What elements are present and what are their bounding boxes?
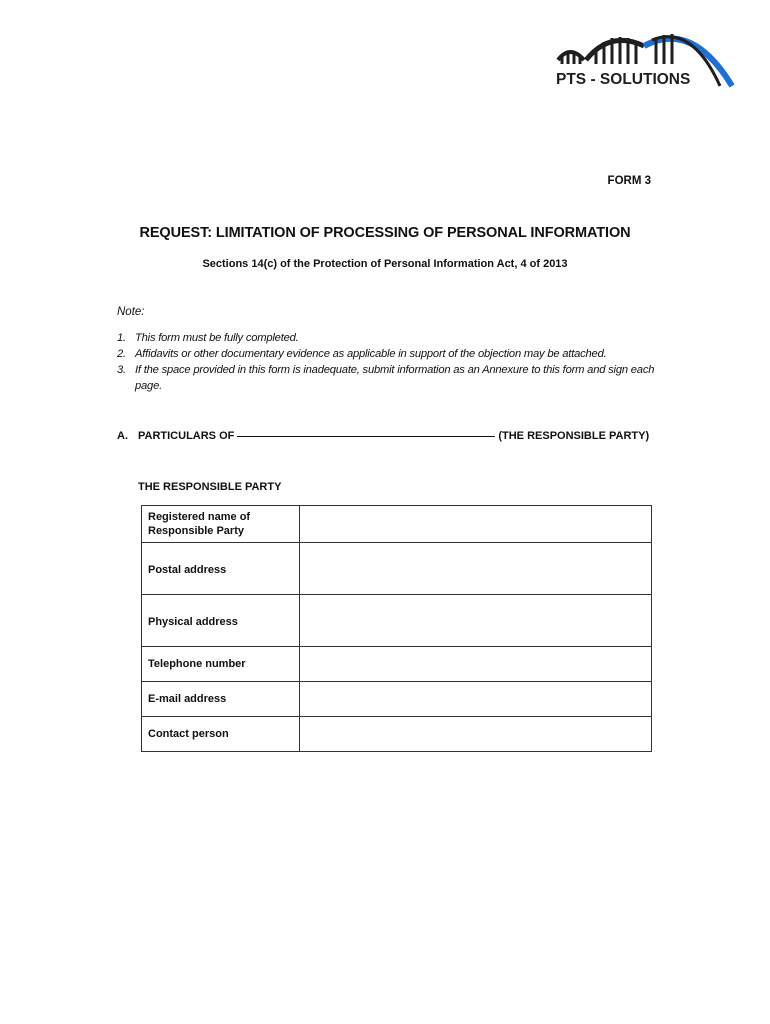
- contact-person-field[interactable]: [300, 717, 652, 752]
- note-number: 1.: [117, 332, 126, 344]
- table-row: [142, 717, 652, 752]
- note-item: [117, 346, 662, 362]
- table-row: [142, 506, 652, 543]
- table-row: [142, 595, 652, 647]
- note-item: [117, 330, 662, 346]
- company-logo: [552, 26, 742, 96]
- telephone-field[interactable]: [300, 647, 652, 682]
- note-heading: Note:: [117, 306, 145, 318]
- table-row: [142, 647, 652, 682]
- note-number: 2.: [117, 348, 126, 360]
- form-number: FORM 3: [607, 175, 651, 187]
- physical-address-field[interactable]: [300, 595, 652, 647]
- responsible-party-heading: THE RESPONSIBLE PARTY: [138, 481, 282, 493]
- note-text: If the space provided in this form is inadequate, submit information as an Annexure to this form and sign each page.: [135, 364, 655, 392]
- row-label: Postal address: [142, 543, 300, 595]
- row-label: Registered name of Responsible Party: [142, 506, 300, 543]
- page-subtitle: Sections 14(c) of the Protection of Personal Information Act, 4 of 2013: [202, 258, 568, 270]
- responsible-party-table: [141, 505, 652, 752]
- table-row: [142, 543, 652, 595]
- note-text: This form must be fully completed.: [135, 332, 299, 344]
- note-item: [117, 362, 662, 394]
- section-prefix: PARTICULARS OF: [138, 430, 235, 442]
- note-number: 3.: [117, 364, 126, 376]
- postal-address-field[interactable]: [300, 543, 652, 595]
- notes-list: [117, 330, 662, 394]
- row-label: Physical address: [142, 595, 300, 647]
- note-text: Affidavits or other documentary evidence as applicable in support of the objection may be attached.: [135, 348, 607, 360]
- logo-text: PTS - SOLUTIONS: [556, 71, 691, 88]
- row-label: Contact person: [142, 717, 300, 752]
- section-letter: A.: [117, 430, 128, 442]
- responsible-party-name-blank[interactable]: [237, 436, 495, 437]
- row-label: E-mail address: [142, 682, 300, 717]
- section-suffix: (THE RESPONSIBLE PARTY): [498, 430, 650, 442]
- page-title: REQUEST: LIMITATION OF PROCESSING OF PERSONAL INFORMATION: [139, 225, 631, 241]
- section-a-heading: [117, 430, 657, 442]
- bridge-logo-icon: [552, 26, 742, 96]
- row-label: Telephone number: [142, 647, 300, 682]
- registered-name-field[interactable]: [300, 506, 652, 543]
- table-row: [142, 682, 652, 717]
- email-field[interactable]: [300, 682, 652, 717]
